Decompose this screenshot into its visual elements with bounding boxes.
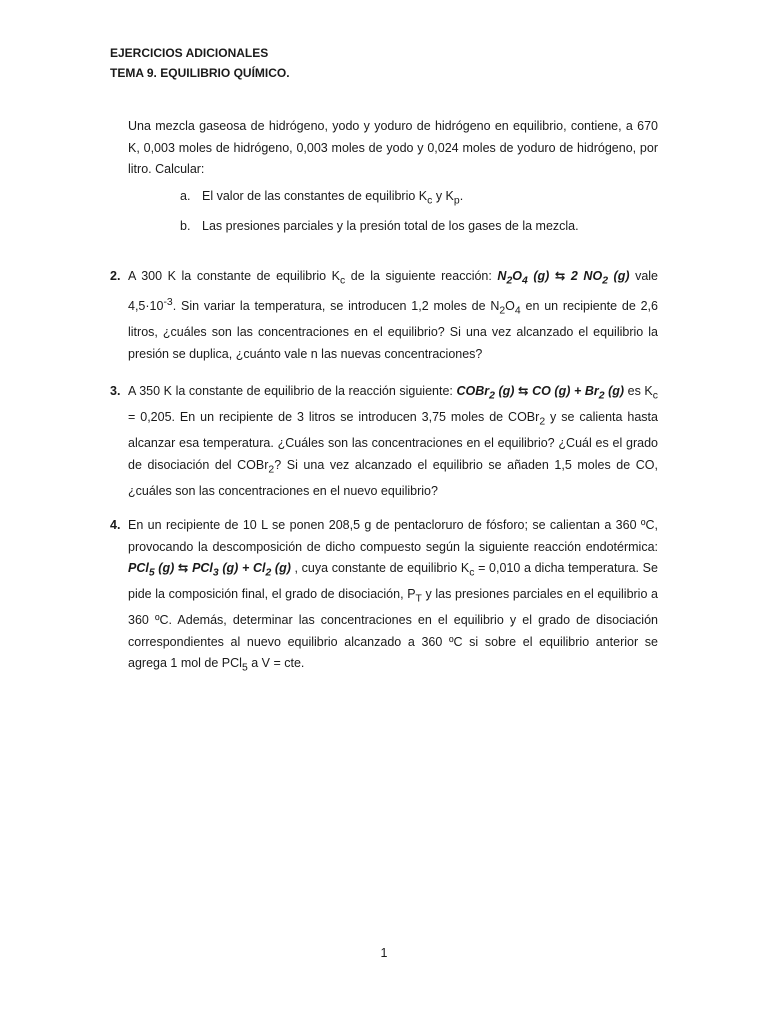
header-subtitle: TEMA 9. EQUILIBRIO QUÍMICO. [110, 66, 290, 80]
document-header [110, 43, 290, 83]
page-number: 1 [380, 946, 388, 960]
exercise-number: 4. [110, 518, 121, 532]
reaction-equation: $N_2O_4$ (g) ⇆ 2 $NO_2$ (g) [497, 269, 630, 287]
exercise-1 [110, 116, 658, 237]
reaction-equation: COBr$_2$ (g) ⇆ CO $(g) + Br_2$ (g) [456, 384, 625, 402]
exercise-3 [110, 381, 658, 502]
exercise-2-text: A 300 K la constante de equilibrio $K_c$ de la siguiente reacción: $N_2O_4$ (g) ⇆ 2 $NO_2$ (g) vale $4,5\cdot 10^{-3}$. Sin variar la temperatura, se introducen 1,2 moles de $N_2O_4$ en un recipiente de 2,6 litros, ¿cuáles son las concentraciones en el equilibrio? Si una vez alcanzado el equilibrio la presión se duplica, ¿cuánto vale n las nuevas concentraciones? [128, 269, 659, 361]
exercise-1-item-b: b. Las presiones parciales y la presión total de los gases de la mezcla. [180, 219, 579, 233]
exercise-1-item-a: a. El valor de las constantes de equilibrio $K_c$ y $K_p$. [180, 188, 464, 206]
exercise-4-text: En un recipiente de 10 L se ponen 208,5 g de pentacloruro de fósforo; se calientan a 360 ºC, provocando la descomposición de dicho compuesto según la siguiente reacción endotérmica: PCl$_5$ (g) ⇆ PCl$_3$ $(g) + Cl_2$ (g) , cuya constante de equilibrio $K_c = 0,010$ a dicha temperatura. Se pide la composición final, el grado de disociación, $P_T$ y las presiones parciales en el equilibrio a 360 ºC. Además, determinar las concentraciones en el equilibrio y el grado de disociación correspondientes al nuevo equilibrio alcanzado a 360 ºC si sobre el equilibrio anterior se agrega 1 mol de PCl$_5$ a V = cte. [128, 518, 658, 674]
exercise-2 [110, 266, 658, 365]
reaction-equation: PCl$_5$ (g) ⇆ PCl$_3$ $(g) + Cl_2$ (g) [128, 561, 291, 579]
header-title: EJERCICIOS ADICIONALES [110, 46, 269, 60]
exercise-3-text: A 350 K la constante de equilibrio de la reacción siguiente: COBr$_2$ (g) ⇆ CO $(g) + Br_2$ (g) es $K_c = 0,205$. En un recipiente de 3 litros se introducen 3,75 moles de COBr$_2$ y se calienta hasta alcanzar esa temperatura. ¿Cuáles son las concentraciones en el equilibrio? ¿Cuál es el grado de disociación del COBr$_2$? Si una vez alcanzado el equilibrio se añaden 1,5 moles de CO, ¿cuáles son las concentraciones en el nuevo equilibrio? [128, 384, 658, 498]
exercise-number: 3. [110, 384, 121, 398]
exercise-number: 2. [110, 269, 121, 283]
exercise-1-text: Una mezcla gaseosa de hidrógeno, yodo y yoduro de hidrógeno en equilibrio, contiene, a 670 K, 0,003 moles de hidrógeno, 0,003 moles de yodo y 0,024 moles de yoduro de hidrógeno, por litro. Calcular: [128, 119, 658, 176]
exercise-4 [110, 515, 658, 679]
